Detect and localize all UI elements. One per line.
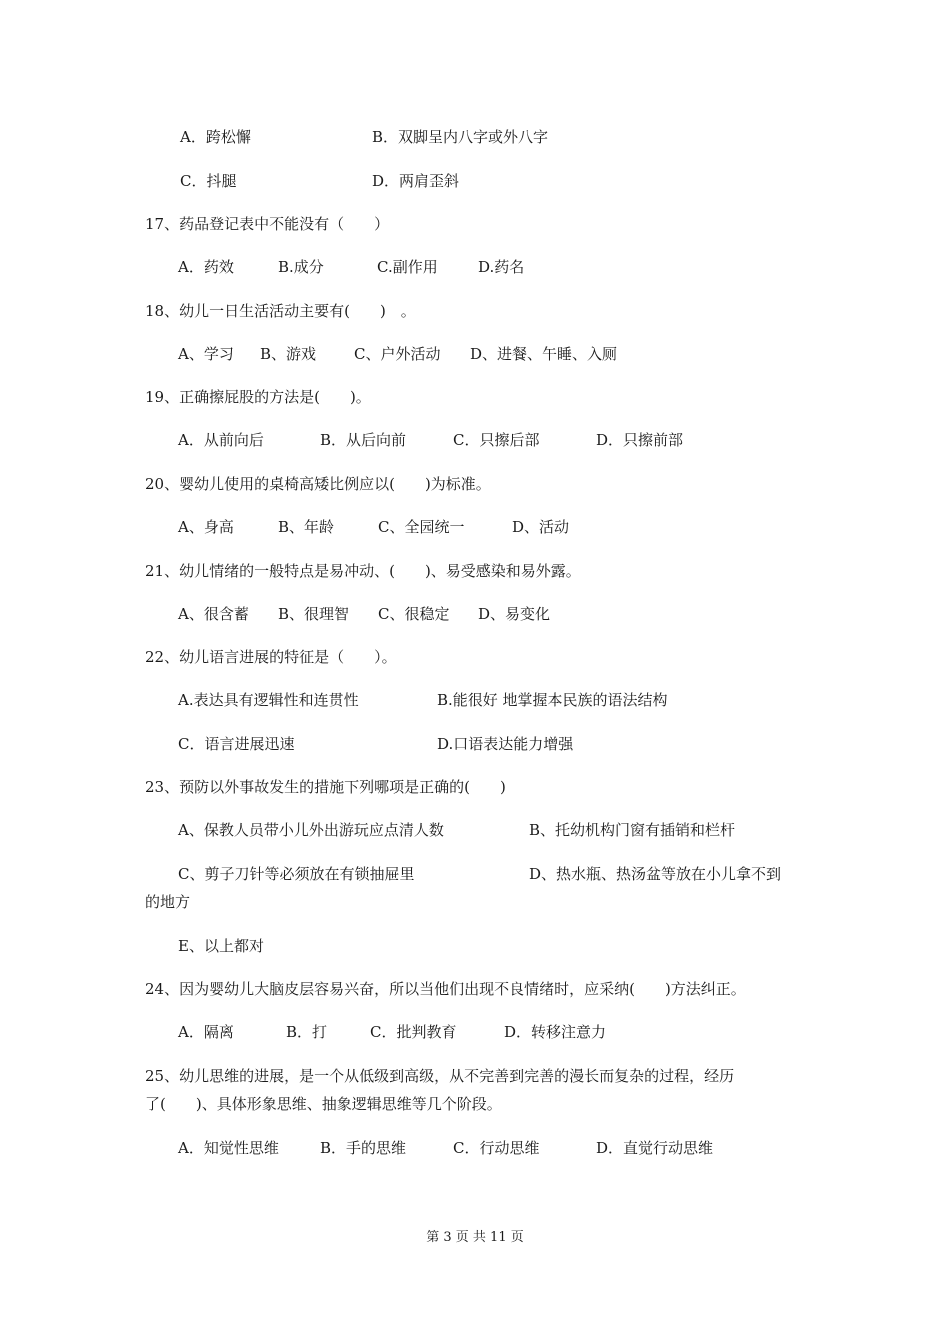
q22-option-b: B.能很好 地掌握本民族的语法结构 — [437, 691, 668, 709]
q21-option-d: D、易变化 — [478, 605, 551, 623]
q23-option-d: D、热水瓶、热汤盆等放在小儿拿不到 — [529, 865, 782, 883]
option-d: D．两肩歪斜 — [372, 172, 460, 190]
q23-option-b: B、托幼机构门窗有插销和栏杆 — [529, 821, 736, 839]
q25-option-a: A．知觉性思维 — [178, 1139, 279, 1157]
q18-option-d: D、进餐、午睡、入厕 — [470, 345, 618, 363]
q25-option-c: C．行动思维 — [453, 1139, 540, 1157]
q23-option-a: A、保教人员带小儿外出游玩应点清人数 — [178, 821, 444, 839]
question-21: 21、幼儿情绪的一般特点是易冲动、( )、易受感染和易外露。 — [145, 562, 581, 580]
question-23: 23、预防以外事故发生的措施下列哪项是正确的( ) — [145, 778, 506, 796]
q20-option-c: C、全园统一 — [378, 518, 465, 536]
q24-option-c: C．批判教育 — [370, 1023, 457, 1041]
q24-option-b: B．打 — [286, 1023, 328, 1041]
question-19: 19、正确擦屁股的方法是( )。 — [145, 388, 371, 406]
q23-option-e: E、以上都对 — [178, 937, 264, 955]
q19-option-b: B．从后向前 — [320, 431, 407, 449]
q18-option-c: C、户外活动 — [354, 345, 441, 363]
question-24: 24、因为婴幼儿大脑皮层容易兴奋，所以当他们出现不良情绪时，应采纳( )方法纠正。 — [145, 980, 746, 998]
q17-option-d: D.药名 — [478, 258, 525, 276]
q19-option-a: A．从前向后 — [178, 431, 264, 449]
q23-option-c: C、剪子刀针等必须放在有锁抽屉里 — [178, 865, 415, 883]
question-25-continued: 了( )、具体形象思维、抽象逻辑思维等几个阶段。 — [145, 1095, 502, 1113]
q21-option-a: A、很含蓄 — [178, 605, 249, 623]
question-25: 25、幼儿思维的进展，是一个从低级到高级，从不完善到完善的漫长而复杂的过程，经历 — [145, 1067, 735, 1085]
page-number-footer: 第 3 页 共 11 页 — [426, 1230, 524, 1245]
q18-option-b: B、游戏 — [260, 345, 317, 363]
q22-option-d: D.口语表达能力增强 — [437, 735, 574, 753]
question-17: 17、药品登记表中不能没有（ ） — [145, 215, 390, 233]
q22-option-c: C．语言进展迅速 — [178, 735, 295, 753]
q20-option-b: B、年龄 — [278, 518, 335, 536]
question-20: 20、婴幼儿使用的桌椅高矮比例应以( )为标准。 — [145, 475, 491, 493]
question-22: 22、幼儿语言进展的特征是（ ）。 — [145, 648, 397, 666]
q20-option-a: A、身高 — [178, 518, 234, 536]
q21-option-b: B、很理智 — [278, 605, 350, 623]
q25-option-d: D．直觉行动思维 — [596, 1139, 714, 1157]
q17-option-c: C.副作用 — [377, 258, 438, 276]
q17-option-a: A．药效 — [178, 258, 234, 276]
option-c: C．抖腿 — [180, 172, 237, 190]
option-a: A．跨松懈 — [180, 128, 251, 146]
question-18: 18、幼儿一日生活活动主要有( ) 。 — [145, 302, 416, 320]
q19-option-c: C．只擦后部 — [453, 431, 540, 449]
q19-option-d: D．只擦前部 — [596, 431, 684, 449]
q24-option-d: D．转移注意力 — [504, 1023, 607, 1041]
q21-option-c: C、很稳定 — [378, 605, 450, 623]
q25-option-b: B．手的思维 — [320, 1139, 407, 1157]
q22-option-a: A.表达具有逻辑性和连贯性 — [178, 691, 359, 709]
q17-option-b: B.成分 — [278, 258, 324, 276]
option-b: B．双脚呈内八字或外八字 — [372, 128, 549, 146]
q20-option-d: D、活动 — [512, 518, 570, 536]
q23-option-d-continued: 的地方 — [145, 893, 191, 911]
q24-option-a: A．隔离 — [178, 1023, 234, 1041]
q18-option-a: A、学习 — [178, 345, 234, 363]
